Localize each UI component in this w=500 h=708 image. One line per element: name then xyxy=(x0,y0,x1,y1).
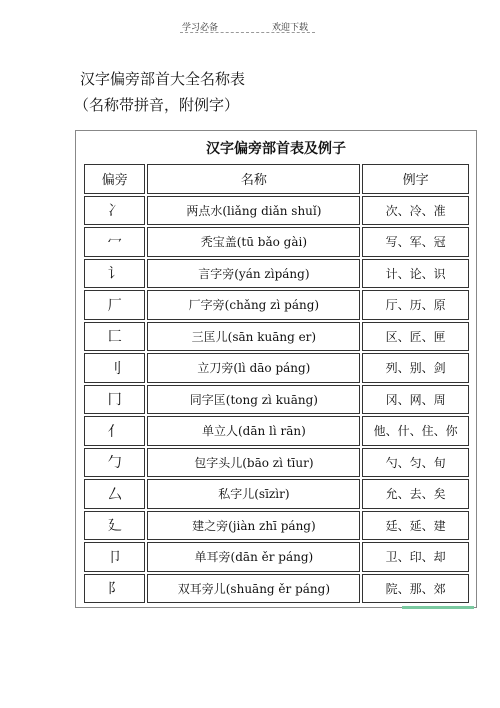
name-cell: 言字旁(yán zìpáng) xyxy=(147,259,360,289)
table-row xyxy=(84,353,469,383)
name-cell: 单立人(dān lì rān) xyxy=(147,416,360,446)
examples-cell: 写、军、冠 xyxy=(362,227,469,257)
name-cell: 两点水(liǎng diǎn shuǐ) xyxy=(147,196,360,226)
name-cell: 单耳旁(dān ěr páng) xyxy=(147,542,360,572)
name-cell: 建之旁(jiàn zhī páng) xyxy=(147,511,360,541)
examples-cell: 计、论、识 xyxy=(362,259,469,289)
radical-cell: 勹 xyxy=(84,448,145,478)
table-row xyxy=(84,196,469,226)
radical-cell: 匚 xyxy=(84,322,145,352)
header-right-text: 欢迎下载 xyxy=(272,23,309,33)
name-cell: 三匡儿(sān kuāng er) xyxy=(147,322,360,352)
examples-cell: 允、去、矣 xyxy=(362,479,469,509)
examples-cell: 区、匠、匣 xyxy=(362,322,469,352)
examples-cell: 冈、网、周 xyxy=(362,385,469,415)
header-examples: 例字 xyxy=(362,164,469,194)
radical-cell: 厶 xyxy=(84,479,145,509)
radicals-table-image xyxy=(75,130,477,608)
radical-cell: 亻 xyxy=(84,416,145,446)
radical-cell: 冂 xyxy=(84,385,145,415)
radical-cell: 卩 xyxy=(84,542,145,572)
table-row xyxy=(84,511,469,541)
examples-cell: 他、什、住、你 xyxy=(362,416,469,446)
radical-cell: 厂 xyxy=(84,290,145,320)
name-cell: 秃宝盖(tū bǎo gài) xyxy=(147,227,360,257)
examples-cell: 卫、印、却 xyxy=(362,542,469,572)
header-left-text: 学习必备 xyxy=(182,23,219,33)
examples-cell: 勺、匀、旬 xyxy=(362,448,469,478)
radical-cell: 冫 xyxy=(84,196,145,226)
header-name: 名称 xyxy=(147,164,360,194)
examples-cell: 次、冷、准 xyxy=(362,196,469,226)
name-cell: 立刀旁(lì dāo páng) xyxy=(147,353,360,383)
name-cell: 包字头儿(bāo zì tīur) xyxy=(147,448,360,478)
table-row xyxy=(84,227,469,257)
examples-cell: 列、别、剑 xyxy=(362,353,469,383)
header-radical: 偏旁 xyxy=(84,164,145,194)
radical-cell: 阝 xyxy=(84,574,145,604)
radical-cell: 讠 xyxy=(84,259,145,289)
document-subtitle: （名称带拼音，附例字） xyxy=(74,96,240,114)
name-cell: 双耳旁儿(shuāng ěr páng) xyxy=(147,574,360,604)
examples-cell: 廷、延、建 xyxy=(362,511,469,541)
table-row xyxy=(84,574,469,604)
table-row xyxy=(84,259,469,289)
radicals-table xyxy=(82,162,471,605)
table-row xyxy=(84,322,469,352)
name-cell: 厂字旁(chǎng zì páng) xyxy=(147,290,360,320)
name-cell: 私字儿(sīzìr) xyxy=(147,479,360,509)
examples-cell: 院、那、郊 xyxy=(362,574,469,604)
table-row xyxy=(84,385,469,415)
table-header-row xyxy=(84,164,469,194)
name-cell: 同字匡(tong zì kuāng) xyxy=(147,385,360,415)
radical-cell: 冖 xyxy=(84,227,145,257)
table-row xyxy=(84,479,469,509)
accent-line xyxy=(402,606,474,609)
document-title: 汉字偏旁部首大全名称表 xyxy=(80,70,246,88)
page-header xyxy=(180,20,315,33)
table-row xyxy=(84,416,469,446)
examples-cell: 厅、历、原 xyxy=(362,290,469,320)
radical-cell: 刂 xyxy=(84,353,145,383)
radical-cell: 廴 xyxy=(84,511,145,541)
table-row xyxy=(84,290,469,320)
table-row xyxy=(84,448,469,478)
table-caption: 汉字偏旁部首表及例子 xyxy=(206,141,346,157)
table-row xyxy=(84,542,469,572)
